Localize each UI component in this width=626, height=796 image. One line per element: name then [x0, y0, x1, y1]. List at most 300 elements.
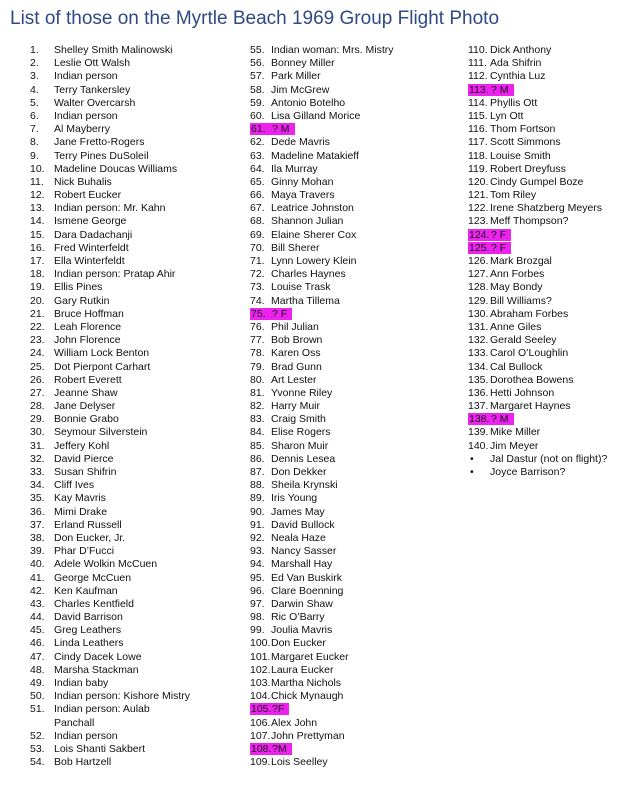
- list-item: [468, 440, 607, 453]
- list-item: [250, 202, 394, 215]
- item-number: 129.: [468, 294, 489, 307]
- list-item: [30, 598, 190, 611]
- list-item: [250, 163, 394, 176]
- item-number: 3.: [30, 70, 39, 83]
- item-name: Phil Julian: [271, 320, 319, 333]
- item-name: Indian woman: Mrs. Mistry: [271, 44, 394, 56]
- item-number: 17.: [30, 255, 45, 267]
- list-item: [468, 268, 607, 281]
- list-item: [30, 57, 190, 70]
- item-number: 34.: [30, 479, 45, 492]
- item-number: 30.: [30, 426, 45, 439]
- item-name: Joulia Mavris: [271, 624, 333, 637]
- list-item: [468, 308, 607, 321]
- item-name: Louise Smith: [490, 149, 551, 162]
- item-number: 71.: [250, 255, 265, 267]
- item-name: Indian person: [54, 70, 118, 83]
- list-item: [468, 321, 607, 334]
- item-number: 19.: [30, 281, 45, 294]
- list-item: [30, 110, 190, 123]
- list-item: [250, 242, 394, 255]
- list-item: [468, 387, 607, 400]
- item-name: Iris Young: [271, 492, 318, 505]
- list-item: [250, 281, 394, 294]
- item-name: Erland Russell: [54, 518, 122, 531]
- list-item: [30, 492, 190, 505]
- item-name: George McCuen: [54, 571, 132, 584]
- item-number: 36.: [30, 505, 45, 518]
- item-number: 55.: [250, 44, 265, 56]
- item-number: 87.: [250, 466, 265, 478]
- item-number: 8.: [30, 136, 39, 149]
- item-name: Carol O’Loughlin: [490, 347, 569, 360]
- item-name: Leah Florence: [54, 320, 122, 333]
- item-name: Indian baby: [54, 677, 109, 689]
- item-name: Abraham Forbes: [490, 307, 569, 320]
- list-item: [30, 506, 190, 519]
- list-item: [250, 387, 394, 400]
- item-name: Maya Travers: [271, 189, 335, 202]
- item-number: 7.: [30, 123, 39, 136]
- list-item: [468, 281, 607, 294]
- item-number: 123.: [468, 215, 489, 228]
- item-number: 57.: [250, 70, 265, 83]
- item-name: Cynthia Luz: [490, 70, 546, 83]
- list-item: [468, 453, 607, 466]
- item-number: 117.: [468, 136, 488, 149]
- item-number: 23.: [30, 334, 45, 347]
- item-number: 76.: [250, 320, 265, 333]
- item-number: 20.: [30, 294, 45, 307]
- unidentified-highlight: [468, 84, 514, 96]
- item-name: Susan Shifrin: [54, 466, 117, 478]
- list-item: [30, 150, 190, 163]
- item-number: 101.: [250, 650, 271, 663]
- item-name: Bruce Hoffman: [54, 307, 124, 320]
- item-number: 69.: [250, 228, 265, 241]
- item-name: Elise Rogers: [271, 426, 331, 439]
- list-item: [250, 743, 394, 756]
- list-item: [30, 374, 190, 387]
- item-name: Indian person: Aulab: [54, 703, 150, 716]
- item-name: Meff Thompson?: [490, 215, 569, 228]
- list-item: [30, 70, 190, 83]
- item-number: 42.: [30, 584, 45, 597]
- list-item: [30, 690, 190, 703]
- item-number: 52.: [30, 729, 45, 742]
- item-name: Terry Tankersley: [54, 83, 131, 96]
- item-name: ?F: [272, 703, 285, 716]
- list-item: [250, 558, 394, 571]
- list-item: [30, 703, 190, 716]
- list-item: [250, 334, 394, 347]
- list-item: [250, 545, 394, 558]
- item-number: 125.: [469, 241, 490, 254]
- item-number: 11.: [30, 175, 44, 188]
- item-name: Indian person: Mr. Kahn: [54, 202, 166, 215]
- list-item: [468, 202, 607, 215]
- unidentified-highlight: [468, 413, 514, 425]
- item-number: 105.: [251, 703, 272, 716]
- list-item: [250, 598, 394, 611]
- item-number: 44.: [30, 611, 45, 624]
- item-number: 10.: [30, 162, 45, 175]
- item-name: Harry Muir: [271, 400, 320, 413]
- item-number: 26.: [30, 373, 45, 386]
- item-name: Adele Wolkin McCuen: [54, 558, 158, 571]
- item-name: Kay Mavris: [54, 492, 106, 505]
- item-number: 35.: [30, 492, 45, 505]
- list-item: [30, 572, 190, 585]
- item-name: May Bondy: [490, 281, 543, 294]
- item-name: Ed Van Buskirk: [271, 571, 343, 584]
- item-number: 110.: [468, 44, 488, 56]
- item-name: Brad Gunn: [271, 360, 322, 373]
- list-item: [250, 506, 394, 519]
- item-name: Ila Murray: [271, 162, 318, 175]
- item-name: Cindy Dacek Lowe: [54, 650, 142, 663]
- item-name: Robert Everett: [54, 373, 122, 386]
- list-item: [250, 440, 394, 453]
- item-number: 75.: [251, 307, 266, 320]
- bullet-marker: •: [470, 452, 474, 465]
- item-number: 115.: [468, 109, 488, 122]
- item-name: Robert Dreyfuss: [490, 162, 566, 175]
- item-name: Jim Meyer: [490, 439, 539, 452]
- item-number: 86.: [250, 452, 265, 465]
- item-number: 68.: [250, 215, 265, 228]
- item-number: 89.: [250, 492, 265, 505]
- item-number: 83.: [250, 413, 265, 426]
- item-name: Bill Williams?: [490, 294, 552, 307]
- list-item: [30, 308, 190, 321]
- list-item: [30, 558, 190, 571]
- item-name: Irene Shatzberg Meyers: [490, 202, 603, 215]
- item-name: Karen Oss: [271, 347, 321, 360]
- list-item: [250, 611, 394, 624]
- list-item: [30, 624, 190, 637]
- item-name: Dorothea Bowens: [490, 373, 574, 386]
- list-item: [468, 400, 607, 413]
- item-number: 96.: [250, 584, 265, 597]
- item-number: 99.: [250, 624, 265, 637]
- item-number: 73.: [250, 281, 265, 294]
- item-number: 37.: [30, 518, 45, 531]
- item-number: 15.: [30, 228, 45, 241]
- item-name: Park Miller: [271, 70, 321, 83]
- unidentified-highlight: [468, 242, 511, 254]
- item-number: 80.: [250, 373, 265, 386]
- item-name: Nick Buhalis: [54, 175, 112, 188]
- list-item: [30, 730, 190, 743]
- list-item: [468, 255, 607, 268]
- item-number: 113.: [469, 83, 489, 96]
- item-name: Jane Fretto-Rogers: [54, 136, 145, 149]
- page-title: List of those on the Myrtle Beach 1969 Group Flight Photo: [10, 8, 500, 29]
- item-number: 116.: [468, 123, 488, 136]
- item-name: Charles Haynes: [271, 268, 346, 281]
- list-item: [250, 677, 394, 690]
- item-number: 95.: [250, 571, 265, 584]
- item-number: 6.: [30, 109, 39, 122]
- item-name: Bill Sherer: [271, 241, 320, 254]
- item-number: 12.: [30, 189, 45, 202]
- item-number: 48.: [30, 663, 45, 676]
- list-item: [468, 150, 607, 163]
- list-item: [468, 229, 607, 242]
- list-item: [468, 136, 607, 149]
- list-item: [250, 479, 394, 492]
- item-number: 33.: [30, 466, 45, 478]
- item-number: 122.: [468, 202, 489, 215]
- item-number: 66.: [250, 189, 265, 202]
- list-item: [250, 361, 394, 374]
- item-number: 49.: [30, 677, 45, 689]
- item-number: 130.: [468, 307, 489, 320]
- list-item: [250, 426, 394, 439]
- item-number: 47.: [30, 650, 45, 663]
- item-name: Madeline Doucas Williams: [54, 162, 178, 175]
- item-number: 28.: [30, 400, 45, 413]
- item-name: Jeffery Kohl: [54, 439, 110, 452]
- item-number: 82.: [250, 400, 265, 413]
- list-item: [468, 70, 607, 83]
- unidentified-highlight: [250, 703, 289, 715]
- item-number: 102.: [250, 663, 271, 676]
- list-item: [250, 374, 394, 387]
- list-item: [30, 242, 190, 255]
- item-name: Dara Dadachanji: [54, 228, 133, 241]
- item-number: 61.: [251, 123, 266, 136]
- item-name: John Prettyman: [271, 729, 345, 742]
- item-name: Don Eucker: [271, 637, 326, 650]
- list-item: [30, 84, 190, 97]
- item-number: 121.: [468, 189, 489, 202]
- item-name: Mimi Drake: [54, 505, 108, 518]
- item-name: ?M: [272, 742, 287, 755]
- item-name: Fred Winterfeldt: [54, 241, 129, 254]
- list-item: [250, 637, 394, 650]
- list-item: [30, 479, 190, 492]
- item-name: Martha Tillema: [271, 294, 340, 307]
- item-number: 16.: [30, 241, 45, 254]
- item-name: Cindy Gumpel Boze: [490, 175, 584, 188]
- list-item: [30, 413, 190, 426]
- item-name: Jane Delyser: [54, 400, 116, 413]
- item-name: Lisa Gilland Morice: [271, 109, 361, 122]
- item-name: Alex John: [271, 716, 318, 729]
- item-name: Indian person: [54, 109, 118, 122]
- item-number: 74.: [250, 294, 265, 307]
- list-item: [468, 374, 607, 387]
- item-name: Laura Eucker: [271, 663, 334, 676]
- list-item: [30, 281, 190, 294]
- item-number: 132.: [468, 334, 489, 347]
- item-name: Shannon Julian: [271, 215, 344, 228]
- item-name: Margaret Haynes: [490, 400, 571, 413]
- item-name: Al Mayberry: [54, 123, 111, 136]
- item-name: Leatrice Johnston: [271, 202, 354, 215]
- item-name: Chick Mynaugh: [271, 690, 344, 703]
- list-item: [30, 347, 190, 360]
- name-list-column-1: [30, 44, 190, 769]
- item-number: 133.: [468, 347, 489, 360]
- item-name: Sheila Krynski: [271, 479, 338, 492]
- list-item: [250, 321, 394, 334]
- item-number: 139.: [468, 426, 489, 439]
- item-name: Bob Hartzell: [54, 756, 112, 769]
- item-name: Phyllis Ott: [490, 96, 538, 109]
- list-item: [468, 97, 607, 110]
- unidentified-highlight: [468, 229, 511, 241]
- list-item: [30, 400, 190, 413]
- item-number: 104.: [250, 690, 271, 703]
- unidentified-highlight: [250, 123, 295, 135]
- item-number: 90.: [250, 505, 265, 518]
- list-item: [468, 347, 607, 360]
- item-number: 4.: [30, 83, 39, 96]
- item-number: 111.: [468, 57, 487, 70]
- item-name: Lynn Lowery Klein: [271, 255, 357, 267]
- item-number: 24.: [30, 347, 45, 360]
- list-item: [468, 44, 607, 57]
- list-item: [250, 347, 394, 360]
- item-number: 94.: [250, 558, 265, 571]
- list-item: [30, 585, 190, 598]
- item-number: 131.: [468, 320, 489, 333]
- item-name: Neala Haze: [271, 531, 326, 544]
- list-item: [30, 136, 190, 149]
- item-name: Phar D’Fucci: [54, 545, 115, 558]
- list-item: [30, 611, 190, 624]
- list-item: [468, 215, 607, 228]
- item-number: 119.: [468, 162, 488, 175]
- list-item: [250, 150, 394, 163]
- list-item: [250, 730, 394, 743]
- item-name: Antonio Botelho: [271, 96, 346, 109]
- item-number: 32.: [30, 452, 45, 465]
- item-number: 21.: [30, 307, 45, 320]
- item-name: Lois Shanti Sakbert: [54, 742, 146, 755]
- item-number: 103.: [250, 677, 271, 689]
- item-name: ? F: [491, 228, 507, 241]
- item-number: 54.: [30, 756, 45, 769]
- item-name: Tom Riley: [490, 189, 537, 202]
- item-name: Mike Miller: [490, 426, 541, 439]
- item-number: 109.: [250, 756, 271, 769]
- list-item: [30, 453, 190, 466]
- item-name: Margaret Eucker: [271, 650, 349, 663]
- item-number: 114.: [468, 96, 488, 109]
- item-number: 81.: [250, 386, 265, 399]
- item-number: 18.: [30, 268, 45, 281]
- name-list-column-3: [468, 44, 607, 479]
- list-item: [250, 176, 394, 189]
- item-name: Art Lester: [271, 373, 317, 386]
- list-item: [250, 189, 394, 202]
- list-item: [468, 110, 607, 123]
- list-item: [250, 268, 394, 281]
- list-item: [30, 334, 190, 347]
- item-name: Scott Simmons: [490, 136, 561, 149]
- item-name: Ada Shifrin: [490, 57, 542, 70]
- item-name: Dede Mavris: [271, 136, 330, 149]
- item-number: 9.: [30, 149, 39, 162]
- list-item: [468, 334, 607, 347]
- item-number: 40.: [30, 558, 45, 571]
- item-name: Yvonne Riley: [271, 386, 333, 399]
- list-item: [30, 268, 190, 281]
- item-name: Terry Pines DuSoleil: [54, 149, 149, 162]
- list-item: [30, 743, 190, 756]
- item-name: Ginny Mohan: [271, 175, 334, 188]
- list-item: [468, 242, 607, 255]
- item-name: Don Eucker, Jr.: [54, 531, 126, 544]
- item-number: 14.: [30, 215, 45, 228]
- item-number: 51.: [30, 703, 45, 716]
- list-item: [30, 255, 190, 268]
- name-list-column-2: [250, 44, 394, 769]
- item-number: 100.: [250, 637, 271, 650]
- list-item: [30, 163, 190, 176]
- item-name: John Florence: [54, 334, 121, 347]
- list-item: [250, 308, 394, 321]
- item-name: Nancy Sasser: [271, 545, 337, 558]
- list-item: [30, 532, 190, 545]
- list-item: [30, 519, 190, 532]
- list-item: [30, 466, 190, 479]
- item-name: Craig Smith: [271, 413, 326, 426]
- item-number: 70.: [250, 241, 265, 254]
- list-item: [250, 651, 394, 664]
- item-name: Lois Seelley: [271, 756, 328, 769]
- item-number: 63.: [250, 149, 265, 162]
- item-name: Bonney Miller: [271, 57, 335, 70]
- list-item: [468, 57, 607, 70]
- list-item: [30, 440, 190, 453]
- item-name: Greg Leathers: [54, 624, 122, 637]
- list-item: [30, 189, 190, 202]
- list-item: [250, 97, 394, 110]
- item-name: Ann Forbes: [490, 268, 545, 281]
- list-item: [250, 664, 394, 677]
- item-name: William Lock Benton: [54, 347, 150, 360]
- list-item: [30, 295, 190, 308]
- item-name: Clare Boenning: [271, 584, 344, 597]
- list-item: [30, 387, 190, 400]
- item-number: 1.: [30, 44, 39, 56]
- list-item: [468, 176, 607, 189]
- item-number: 118.: [468, 149, 488, 162]
- list-item: [30, 229, 190, 242]
- item-number: 5.: [30, 96, 39, 109]
- item-number: 58.: [250, 83, 265, 96]
- list-item: [250, 295, 394, 308]
- item-number: 128.: [468, 281, 489, 294]
- item-name: Bonnie Grabo: [54, 413, 119, 426]
- item-number: 64.: [250, 162, 265, 175]
- item-number: 38.: [30, 531, 45, 544]
- list-item: [250, 453, 394, 466]
- item-number: 93.: [250, 545, 265, 558]
- item-number: 59.: [250, 96, 265, 109]
- item-name: Charles Kentfield: [54, 597, 134, 610]
- list-item: [30, 756, 190, 769]
- item-number: 22.: [30, 320, 45, 333]
- item-number: 140.: [468, 439, 489, 452]
- item-number: 136.: [468, 386, 489, 399]
- list-item: [468, 426, 607, 439]
